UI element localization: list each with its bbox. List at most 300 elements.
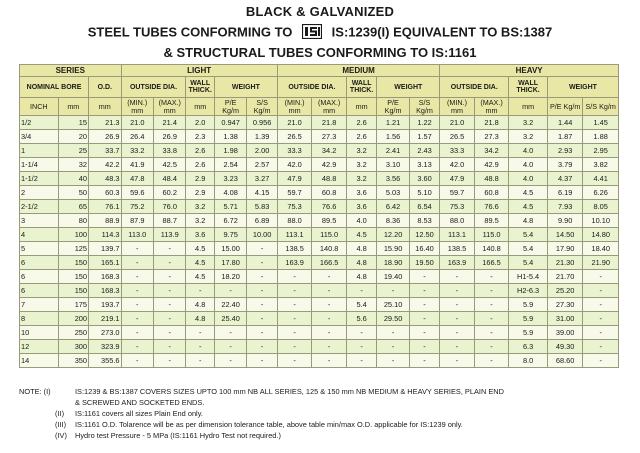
table-cell: - <box>277 284 312 298</box>
table-cell: 2.41 <box>377 144 409 158</box>
table-cell: 4.0 <box>346 214 376 228</box>
table-cell: 33.3 <box>440 144 475 158</box>
table-cell: 42.9 <box>474 158 509 172</box>
header-heavy-wall-thick: WALL THICK. <box>509 77 548 98</box>
table-cell: 3.2 <box>346 144 376 158</box>
table-cell: 355.6 <box>89 354 121 368</box>
table-row <box>20 186 619 200</box>
table-cell: - <box>277 340 312 354</box>
table-cell: 10.00 <box>247 228 277 242</box>
table-cell: 113.1 <box>440 228 475 242</box>
table-cell: 21.4 <box>154 116 186 130</box>
table-cell: 140.8 <box>312 242 347 256</box>
header-heavy-wall-mm: mm <box>509 98 548 116</box>
header-heavy-max: (MAX.) mm <box>474 98 509 116</box>
table-cell: 5.9 <box>509 298 548 312</box>
table-cell: 39.00 <box>547 326 583 340</box>
table-cell: - <box>121 256 153 270</box>
table-cell: - <box>474 298 509 312</box>
note-4 <box>19 430 629 441</box>
table-cell: 88.7 <box>154 214 186 228</box>
table-cell: - <box>377 326 409 340</box>
table-cell: 47.9 <box>440 172 475 186</box>
header-series: SERIES <box>20 65 122 77</box>
table-cell: - <box>154 256 186 270</box>
table-cell: H1-5.4 <box>509 270 548 284</box>
table-cell: 138.5 <box>440 242 475 256</box>
table-cell: - <box>440 340 475 354</box>
table-cell: 34.2 <box>474 144 509 158</box>
table-cell: 20 <box>58 130 88 144</box>
table-cell: 323.9 <box>89 340 121 354</box>
header-light-ss: S/S Kg/m <box>247 98 277 116</box>
table-cell: - <box>409 340 439 354</box>
title-line-2-prefix: STEEL TUBES CONFORMING TO <box>87 24 293 40</box>
table-cell: - <box>214 354 246 368</box>
table-cell: - <box>121 326 153 340</box>
table-row <box>20 256 619 270</box>
table-cell: 2.3 <box>186 130 214 144</box>
table-cell: 5.6 <box>346 312 376 326</box>
table-cell: 219.1 <box>89 312 121 326</box>
table-cell: 6.54 <box>409 200 439 214</box>
table-cell: 114.3 <box>89 228 121 242</box>
table-cell: 21.90 <box>583 256 619 270</box>
table-cell: 8 <box>20 312 59 326</box>
table-cell: 48.3 <box>89 172 121 186</box>
table-cell: 163.9 <box>440 256 475 270</box>
note-1-continued <box>19 397 629 408</box>
table-cell: 8.36 <box>377 214 409 228</box>
table-cell: - <box>121 270 153 284</box>
table-cell: - <box>440 298 475 312</box>
table-cell: 168.3 <box>89 270 121 284</box>
table-cell: 2.95 <box>583 144 619 158</box>
table-cell: 175 <box>58 298 88 312</box>
table-cell: 1.56 <box>377 130 409 144</box>
table-cell: 5.03 <box>377 186 409 200</box>
table-cell: 2.6 <box>186 158 214 172</box>
table-cell: 21.8 <box>312 116 347 130</box>
table-cell: - <box>247 326 277 340</box>
table-cell: 4.8 <box>186 298 214 312</box>
table-cell: 18.90 <box>377 256 409 270</box>
table-cell: 49.30 <box>547 340 583 354</box>
table-cell: 2.0 <box>186 116 214 130</box>
table-cell: - <box>312 354 347 368</box>
table-cell: - <box>409 298 439 312</box>
table-cell: - <box>583 270 619 284</box>
table-cell: 5.4 <box>509 242 548 256</box>
table-cell: 7.93 <box>547 200 583 214</box>
table-cell: 27.30 <box>547 298 583 312</box>
header-od-mm: mm <box>89 98 121 116</box>
table-cell: 4.5 <box>509 186 548 200</box>
table-cell: H2-6.3 <box>509 284 548 298</box>
table-cell: 22.40 <box>214 298 246 312</box>
table-cell: 200 <box>58 312 88 326</box>
table-cell: 29.50 <box>377 312 409 326</box>
table-cell: 60.3 <box>89 186 121 200</box>
table-cell: 68.60 <box>547 354 583 368</box>
table-cell: 87.9 <box>121 214 153 228</box>
table-cell: 15 <box>58 116 88 130</box>
table-cell: 48.4 <box>154 172 186 186</box>
table-row <box>20 340 619 354</box>
table-cell: - <box>346 340 376 354</box>
header-medium-ss: S/S Kg/m <box>409 98 439 116</box>
table-cell: 150 <box>58 284 88 298</box>
header-heavy-weight: WEIGHT <box>547 77 618 98</box>
table-cell: - <box>154 326 186 340</box>
table-cell: 3/4 <box>20 130 59 144</box>
table-cell: 88.9 <box>89 214 121 228</box>
header-nominal-bore: NOMINAL BORE <box>20 77 89 98</box>
table-cell: 25.10 <box>377 298 409 312</box>
table-cell: - <box>409 312 439 326</box>
isi-mark-logo <box>302 24 322 42</box>
table-cell: - <box>186 284 214 298</box>
table-cell: 5.71 <box>214 200 246 214</box>
table-cell: - <box>312 298 347 312</box>
note-4-num: (IV) <box>55 431 67 440</box>
table-cell: 80 <box>58 214 88 228</box>
table-cell: - <box>474 270 509 284</box>
header-mm: mm <box>58 98 88 116</box>
table-cell: 1.21 <box>377 116 409 130</box>
note-3-text: IS:1161 O.D. Tolarence will be as per dimension tolerance table, above table min/max O.D. applicable for IS:1239 only. <box>75 420 463 429</box>
table-cell: - <box>440 354 475 368</box>
table-cell: 21.8 <box>474 116 509 130</box>
table-cell: - <box>474 354 509 368</box>
table-row <box>20 158 619 172</box>
table-cell: - <box>474 326 509 340</box>
table-cell: 4 <box>20 228 59 242</box>
table-cell: 19.40 <box>377 270 409 284</box>
table-cell: 4.5 <box>509 200 548 214</box>
table-cell: - <box>440 326 475 340</box>
table-cell: - <box>121 354 153 368</box>
header-heavy-min: (MIN.) mm <box>440 98 475 116</box>
note-4-text: Hydro test Pressure - 5 MPa (IS:1161 Hydro Test not required.) <box>75 431 281 440</box>
table-cell: 300 <box>58 340 88 354</box>
header-light-weight: WEIGHT <box>214 77 277 98</box>
table-cell: 3.56 <box>377 172 409 186</box>
table-cell: 3.2 <box>346 158 376 172</box>
table-cell: 42.0 <box>277 158 312 172</box>
table-cell: 32 <box>58 158 88 172</box>
table-cell: 48.8 <box>474 172 509 186</box>
table-cell: 25 <box>58 144 88 158</box>
table-cell: 1.45 <box>583 116 619 130</box>
table-row <box>20 116 619 130</box>
table-cell: 12 <box>20 340 59 354</box>
table-cell: 3.2 <box>186 214 214 228</box>
table-cell: 1.44 <box>547 116 583 130</box>
table-cell: 15.90 <box>377 242 409 256</box>
table-cell: 21.70 <box>547 270 583 284</box>
table-cell: 42.2 <box>89 158 121 172</box>
table-cell: 273.0 <box>89 326 121 340</box>
table-cell: - <box>409 326 439 340</box>
table-row <box>20 144 619 158</box>
table-cell: 48.8 <box>312 172 347 186</box>
header-medium-wall-thick: WALL THICK. <box>346 77 376 98</box>
table-cell: 33.3 <box>277 144 312 158</box>
table-cell: 76.1 <box>89 200 121 214</box>
header-medium: MEDIUM <box>277 65 439 77</box>
table-cell: 100 <box>58 228 88 242</box>
table-cell: 75.3 <box>277 200 312 214</box>
table-cell: 1.88 <box>583 130 619 144</box>
table-cell: 6.3 <box>509 340 548 354</box>
table-cell: 2.43 <box>409 144 439 158</box>
table-cell: 168.3 <box>89 284 121 298</box>
table-cell: 89.5 <box>312 214 347 228</box>
table-cell: 15.00 <box>214 242 246 256</box>
table-cell: 4.37 <box>547 172 583 186</box>
table-cell: 2.6 <box>346 116 376 130</box>
table-cell: 3.27 <box>247 172 277 186</box>
table-cell: 9.90 <box>547 214 583 228</box>
table-cell: - <box>583 298 619 312</box>
table-cell: - <box>154 284 186 298</box>
table-cell: 60.8 <box>474 186 509 200</box>
header-medium-min: (MIN.) mm <box>277 98 312 116</box>
table-cell: 6.72 <box>214 214 246 228</box>
table-cell: - <box>154 340 186 354</box>
table-cell: 5.9 <box>509 326 548 340</box>
table-cell: 150 <box>58 256 88 270</box>
table-cell: 6 <box>20 284 59 298</box>
table-cell: 250 <box>58 326 88 340</box>
table-cell: 12.20 <box>377 228 409 242</box>
table-cell: 14.50 <box>547 228 583 242</box>
table-cell: 165.1 <box>89 256 121 270</box>
table-cell: 3 <box>20 214 59 228</box>
table-cell: 25.20 <box>547 284 583 298</box>
table-cell: - <box>186 326 214 340</box>
note-lead-label: NOTE: (I) <box>19 387 51 396</box>
table-cell: 4.5 <box>186 270 214 284</box>
table-cell: 6 <box>20 270 59 284</box>
table-cell: 16.40 <box>409 242 439 256</box>
table-cell: 6.26 <box>583 186 619 200</box>
table-cell: 7 <box>20 298 59 312</box>
table-cell: - <box>247 312 277 326</box>
table-cell: - <box>377 354 409 368</box>
table-cell: - <box>247 340 277 354</box>
table-cell: 3.82 <box>583 158 619 172</box>
table-cell: 42.5 <box>154 158 186 172</box>
table-cell: 1.98 <box>214 144 246 158</box>
table-cell: - <box>583 326 619 340</box>
table-cell: 18.40 <box>583 242 619 256</box>
table-cell: 8.05 <box>583 200 619 214</box>
table-cell: 33.2 <box>121 144 153 158</box>
table-cell: 4.0 <box>509 158 548 172</box>
table-cell: - <box>247 298 277 312</box>
table-cell: - <box>121 340 153 354</box>
table-row <box>20 284 619 298</box>
table-cell: - <box>214 284 246 298</box>
table-cell: 163.9 <box>277 256 312 270</box>
header-heavy-ss: S/S Kg/m <box>583 98 619 116</box>
table-cell: - <box>121 312 153 326</box>
table-cell: 6.89 <box>247 214 277 228</box>
table-cell: 59.7 <box>277 186 312 200</box>
table-cell: 5.4 <box>509 228 548 242</box>
table-cell: - <box>474 340 509 354</box>
table-cell: - <box>214 340 246 354</box>
table-cell: - <box>346 326 376 340</box>
table-cell: 6.42 <box>377 200 409 214</box>
table-cell: 21.3 <box>89 116 121 130</box>
table-cell: 4.15 <box>247 186 277 200</box>
header-light-wall-mm: mm <box>186 98 214 116</box>
header-od: O.D. <box>89 77 121 98</box>
table-cell: 6.19 <box>547 186 583 200</box>
header-light: LIGHT <box>121 65 277 77</box>
table-cell: 3.2 <box>509 116 548 130</box>
header-medium-max: (MAX.) mm <box>312 98 347 116</box>
table-cell: - <box>440 312 475 326</box>
table-cell: - <box>277 326 312 340</box>
table-cell: - <box>312 340 347 354</box>
table-cell: - <box>121 284 153 298</box>
table-cell: 4.08 <box>214 186 246 200</box>
table-cell: 42.9 <box>312 158 347 172</box>
table-cell: 0.947 <box>214 116 246 130</box>
table-cell: 26.9 <box>154 130 186 144</box>
table-row <box>20 312 619 326</box>
table-cell: 2.57 <box>247 158 277 172</box>
table-row <box>20 228 619 242</box>
table-cell: 5.83 <box>247 200 277 214</box>
table-cell: - <box>312 284 347 298</box>
table-cell: 1.38 <box>214 130 246 144</box>
table-cell: - <box>346 354 376 368</box>
header-heavy-outside-dia: OUTSIDE DIA. <box>440 77 509 98</box>
table-cell: - <box>583 354 619 368</box>
table-cell: - <box>409 354 439 368</box>
table-cell: 166.5 <box>474 256 509 270</box>
table-cell: - <box>154 312 186 326</box>
table-cell: 14.80 <box>583 228 619 242</box>
table-cell: 113.0 <box>121 228 153 242</box>
table-cell: 4.41 <box>583 172 619 186</box>
table-cell: 5.10 <box>409 186 439 200</box>
table-cell: 1.22 <box>409 116 439 130</box>
table-cell: - <box>247 354 277 368</box>
table-cell: 4.8 <box>509 214 548 228</box>
note-2-text: IS:1161 covers all sizes Plain End only. <box>75 409 203 418</box>
table-cell: - <box>277 312 312 326</box>
table-cell: 76.6 <box>312 200 347 214</box>
table-cell: - <box>214 326 246 340</box>
table-cell: 59.7 <box>440 186 475 200</box>
table-cell: 3.2 <box>186 200 214 214</box>
table-cell: 25.40 <box>214 312 246 326</box>
table-cell: 4.5 <box>186 242 214 256</box>
table-cell: 5.4 <box>346 298 376 312</box>
table-cell: 2.6 <box>186 144 214 158</box>
table-cell: 1.87 <box>547 130 583 144</box>
table-cell: - <box>583 340 619 354</box>
table-cell: 113.1 <box>277 228 312 242</box>
table-cell: 2.9 <box>186 186 214 200</box>
table-cell: 2.6 <box>346 130 376 144</box>
table-cell: 2.93 <box>547 144 583 158</box>
table-cell: 21.0 <box>277 116 312 130</box>
table-cell: - <box>121 242 153 256</box>
table-cell: 2.54 <box>214 158 246 172</box>
note-3-num: (III) <box>55 420 67 429</box>
table-cell: 4.8 <box>186 312 214 326</box>
table-cell: 33.8 <box>154 144 186 158</box>
header-medium-weight: WEIGHT <box>377 77 440 98</box>
header-heavy-pe: P/E Kg/m <box>547 98 583 116</box>
note-1-text: IS:1239 & BS:1387 COVERS SIZES UPTO 100 mm NB ALL SERIES, 125 & 150 mm NB MEDIUM & HEAVY SERIES, PLAIN END <box>75 387 504 396</box>
table-cell: 3.60 <box>409 172 439 186</box>
table-cell: 1 <box>20 144 59 158</box>
table-cell: 1-1/4 <box>20 158 59 172</box>
header-light-wall-thick: WALL THICK. <box>186 77 214 98</box>
table-cell: 3.6 <box>346 186 376 200</box>
table-cell: - <box>583 312 619 326</box>
table-cell: 139.7 <box>89 242 121 256</box>
table-cell: 3.2 <box>346 172 376 186</box>
table-cell: 31.00 <box>547 312 583 326</box>
table-cell: 33.7 <box>89 144 121 158</box>
table-cell: 4.0 <box>509 172 548 186</box>
table-cell: 40 <box>58 172 88 186</box>
note-2 <box>19 408 629 419</box>
table-cell: - <box>277 298 312 312</box>
table-cell: - <box>154 298 186 312</box>
table-cell: - <box>583 284 619 298</box>
table-cell: 75.3 <box>440 200 475 214</box>
table-cell: 8.0 <box>509 354 548 368</box>
header-medium-wall-mm: mm <box>346 98 376 116</box>
table-cell: 150 <box>58 270 88 284</box>
table-cell: 76.6 <box>474 200 509 214</box>
table-cell: - <box>277 354 312 368</box>
table-cell: - <box>154 242 186 256</box>
table-cell: - <box>247 284 277 298</box>
table-cell: 76.0 <box>154 200 186 214</box>
table-cell: 21.0 <box>121 116 153 130</box>
table-row <box>20 200 619 214</box>
table-cell: 1/2 <box>20 116 59 130</box>
table-cell: - <box>409 270 439 284</box>
table-cell: 193.7 <box>89 298 121 312</box>
table-cell: 1-1/2 <box>20 172 59 186</box>
table-row <box>20 298 619 312</box>
table-cell: - <box>121 298 153 312</box>
table-cell: 27.3 <box>474 130 509 144</box>
notes-section <box>19 386 629 441</box>
table-cell: - <box>247 242 277 256</box>
table-cell: - <box>346 284 376 298</box>
table-cell: 75.2 <box>121 200 153 214</box>
table-cell: 5 <box>20 242 59 256</box>
table-cell: 4.0 <box>509 144 548 158</box>
table-cell: - <box>312 312 347 326</box>
table-cell: 88.0 <box>440 214 475 228</box>
table-cell: 47.9 <box>277 172 312 186</box>
title-line-2-suffix: IS:1239(I) EQUIVALENT TO BS:1387 <box>331 24 553 40</box>
